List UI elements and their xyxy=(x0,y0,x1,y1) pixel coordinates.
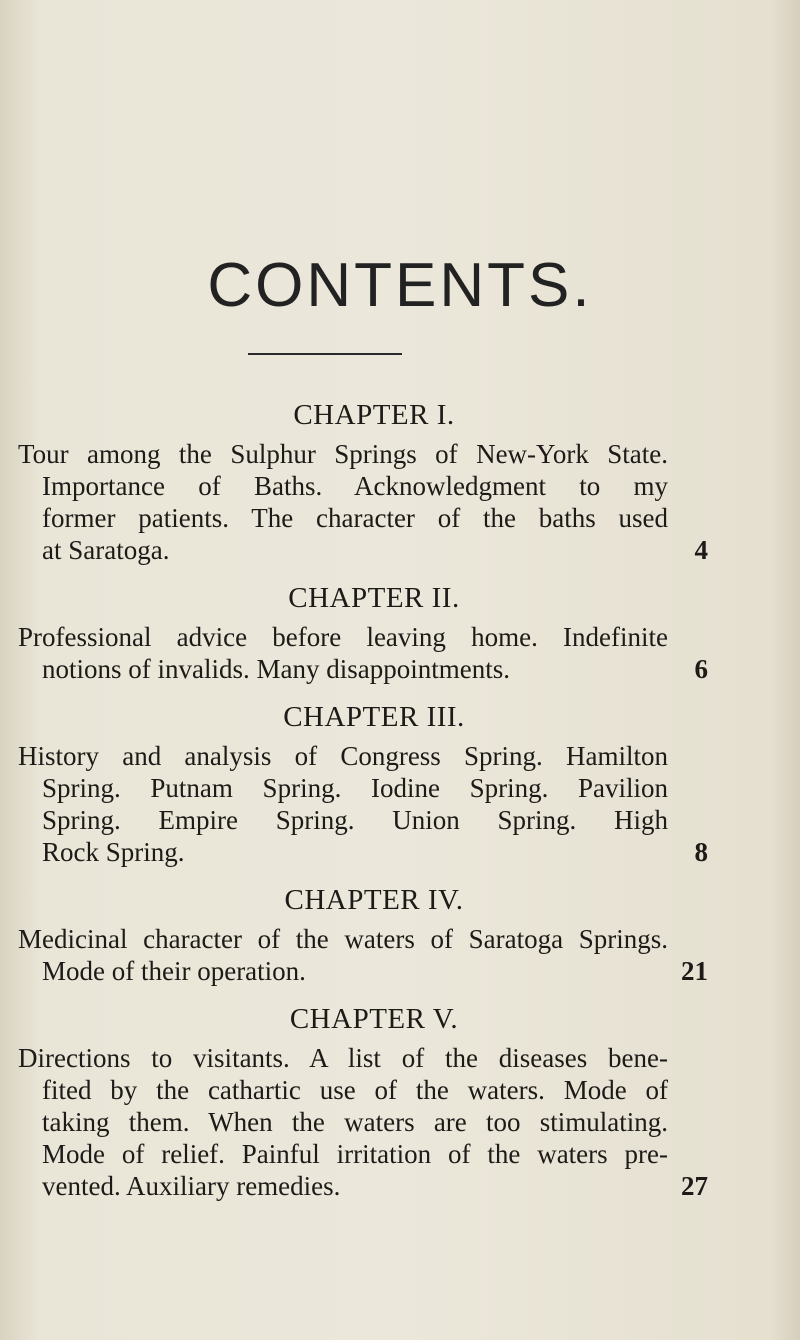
summary-line: Spring. Putnam Spring. Iodine Spring. Pavilion xyxy=(42,773,668,803)
page-number: 27 xyxy=(681,1171,708,1201)
chapter-entry xyxy=(0,581,800,685)
summary-line: Importance of Baths. Acknowledgment to my xyxy=(42,471,668,501)
chapter-summary xyxy=(0,1042,800,1202)
chapter-summary xyxy=(0,621,800,685)
chapter-summary xyxy=(0,923,800,987)
chapter-summary xyxy=(0,438,800,566)
summary-line: Mode of relief. Painful irritation of the waters pre- xyxy=(42,1139,668,1169)
chapter-entry xyxy=(0,883,800,987)
summary-line: fited by the cathartic use of the waters. Mode of xyxy=(42,1075,668,1105)
contents-list xyxy=(0,398,800,1217)
summary-line: Directions to visitants. A list of the diseases bene- xyxy=(18,1043,668,1073)
summary-line: Tour among the Sulphur Springs of New-York State. xyxy=(18,439,668,469)
chapter-heading: CHAPTER II. xyxy=(288,582,460,614)
summary-line: History and analysis of Congress Spring. Hamilton xyxy=(18,741,668,771)
summary-line: taking them. When the waters are too stimulating. xyxy=(42,1107,668,1137)
chapter-heading: CHAPTER III. xyxy=(283,701,465,733)
title-rule xyxy=(248,353,402,355)
chapter-heading: CHAPTER V. xyxy=(289,1003,459,1035)
summary-line-text: Mode of their operation. xyxy=(42,956,306,986)
summary-line-last xyxy=(0,1170,800,1202)
summary-line-text: Rock Spring. xyxy=(42,837,185,867)
chapter-entry xyxy=(0,1002,800,1202)
page-number: 8 xyxy=(694,837,708,867)
chapter-summary xyxy=(0,740,800,868)
summary-line-text: vented. Auxiliary remedies. xyxy=(42,1171,341,1201)
chapter-heading: CHAPTER IV. xyxy=(284,884,464,916)
page-number: 6 xyxy=(694,654,708,684)
summary-line: Medicinal character of the waters of Saratoga Springs. xyxy=(18,924,668,954)
chapter-entry xyxy=(0,700,800,868)
summary-line: Spring. Empire Spring. Union Spring. High xyxy=(42,805,668,835)
page-title: CONTENTS. xyxy=(207,251,593,320)
summary-line-text: at Saratoga. xyxy=(42,535,170,565)
summary-line-last xyxy=(0,836,800,868)
summary-line-last xyxy=(0,653,800,685)
summary-line-text: notions of invalids. Many disappointments. xyxy=(42,654,510,684)
summary-line: Professional advice before leaving home. Indefinite xyxy=(18,622,668,652)
summary-line: former patients. The character of the baths used xyxy=(42,503,668,533)
page-number: 21 xyxy=(681,956,708,986)
summary-line-last xyxy=(0,534,800,566)
page-number: 4 xyxy=(694,535,708,565)
chapter-heading: CHAPTER I. xyxy=(293,399,455,431)
summary-line-last xyxy=(0,955,800,987)
chapter-entry xyxy=(0,398,800,566)
